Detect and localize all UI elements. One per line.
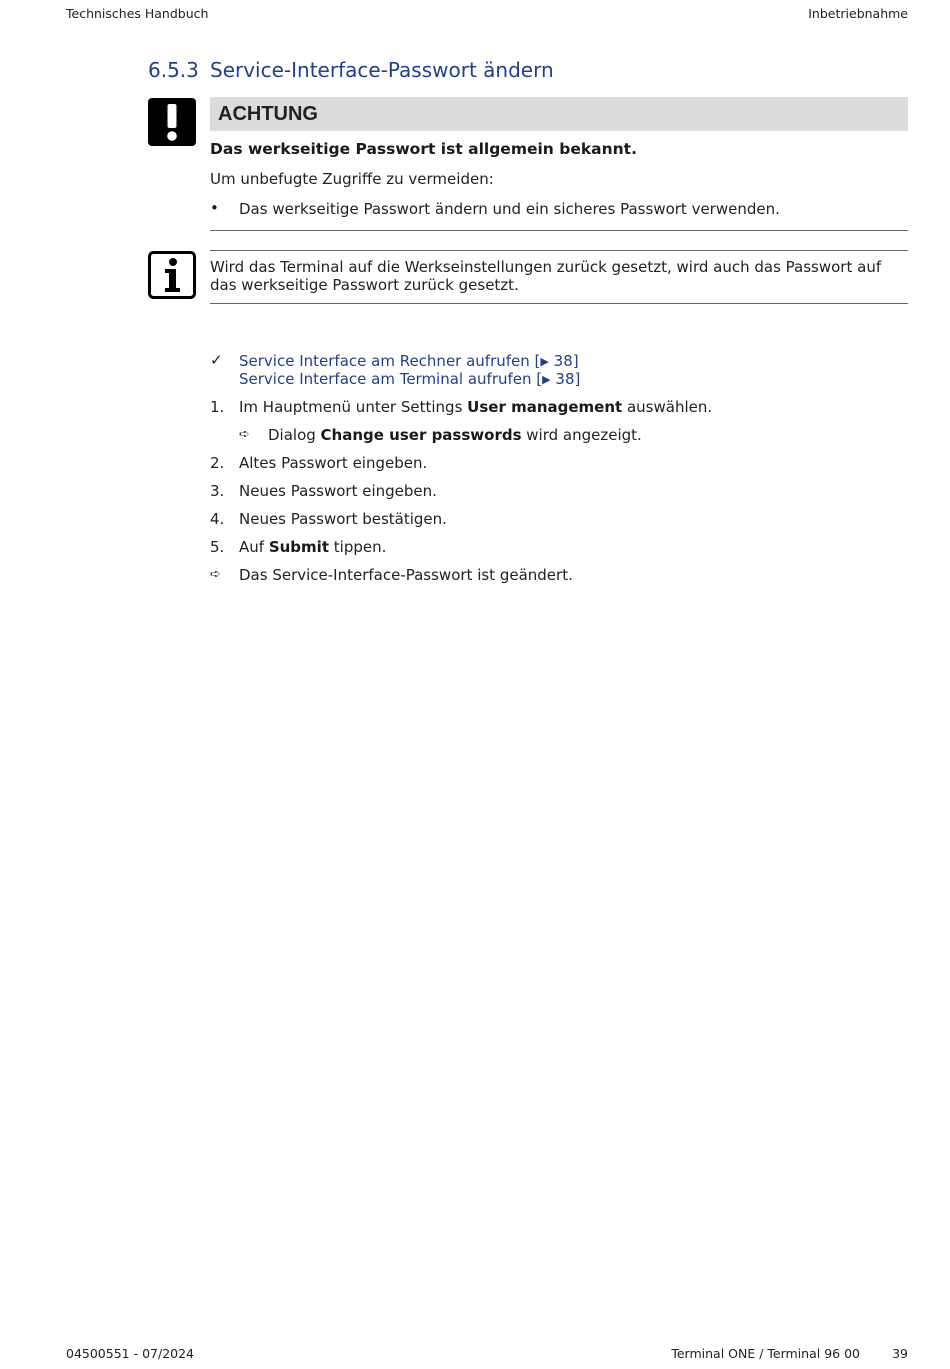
step-number: 4. — [210, 510, 225, 528]
intermediate-result: Dialog Change user passwords wird angezeigt. — [268, 426, 642, 444]
section-number: 6.5.3 — [148, 58, 199, 82]
exclamation-icon — [148, 98, 196, 146]
final-result: Das Service-Interface-Passwort ist geändert. — [239, 566, 573, 584]
page-number: 39 — [892, 1346, 908, 1361]
section-title — [148, 58, 554, 82]
link-service-interface-terminal[interactable] — [239, 370, 580, 388]
link-page: 38] — [555, 370, 581, 388]
step-number: 2. — [210, 454, 225, 472]
link-page: 38] — [553, 352, 579, 370]
info-text: Wird das Terminal auf die Werkseinstellungen zurück gesetzt, wird auch das Passwort auf das werkseitige Passwort zurück gesetzt. — [210, 258, 882, 294]
step-text: Neues Passwort bestätigen. — [239, 510, 447, 528]
step-text: Auf Submit tippen. — [239, 538, 387, 556]
step-text: Altes Passwort eingeben. — [239, 454, 428, 472]
info-icon — [148, 251, 196, 299]
warning-bottom-rule — [210, 230, 908, 231]
warning-signal-word: ACHTUNG — [210, 97, 908, 131]
info-bottom-rule — [210, 303, 908, 304]
link-text: Service Interface am Rechner aufrufen [ — [239, 352, 541, 370]
bullet-icon: • — [210, 199, 219, 217]
result-arrow-icon: ➪ — [239, 427, 250, 442]
step-number: 1. — [210, 398, 225, 416]
footer-doc-number: 04500551 - 07/2024 — [66, 1346, 195, 1361]
step-text: Neues Passwort eingeben. — [239, 482, 437, 500]
link-service-interface-rechner[interactable] — [239, 352, 579, 370]
section-title-text: Service-Interface-Passwort ändern — [210, 58, 554, 82]
header-left: Technisches Handbuch — [66, 6, 209, 21]
warning-text: Um unbefugte Zugriffe zu vermeiden: — [210, 170, 494, 188]
warning-heading: Das werkseitige Passwort ist allgemein bekannt. — [210, 140, 637, 158]
result-arrow-icon: ➪ — [210, 567, 221, 582]
info-top-rule — [210, 250, 908, 251]
checkmark-icon: ✓ — [210, 351, 223, 369]
header-right: Inbetriebnahme — [808, 6, 908, 21]
warning-bullet-item: Das werkseitige Passwort ändern und ein sicheres Passwort verwenden. — [239, 200, 780, 218]
footer-product: Terminal ONE / Terminal 96 00 — [671, 1346, 860, 1361]
triangle-right-icon: ▶ — [540, 355, 549, 368]
link-text: Service Interface am Terminal aufrufen [ — [239, 370, 543, 388]
triangle-right-icon: ▶ — [542, 373, 551, 386]
step-number: 3. — [210, 482, 225, 500]
step-text: Im Hauptmenü unter Settings User management auswählen. — [239, 398, 713, 416]
step-number: 5. — [210, 538, 225, 556]
